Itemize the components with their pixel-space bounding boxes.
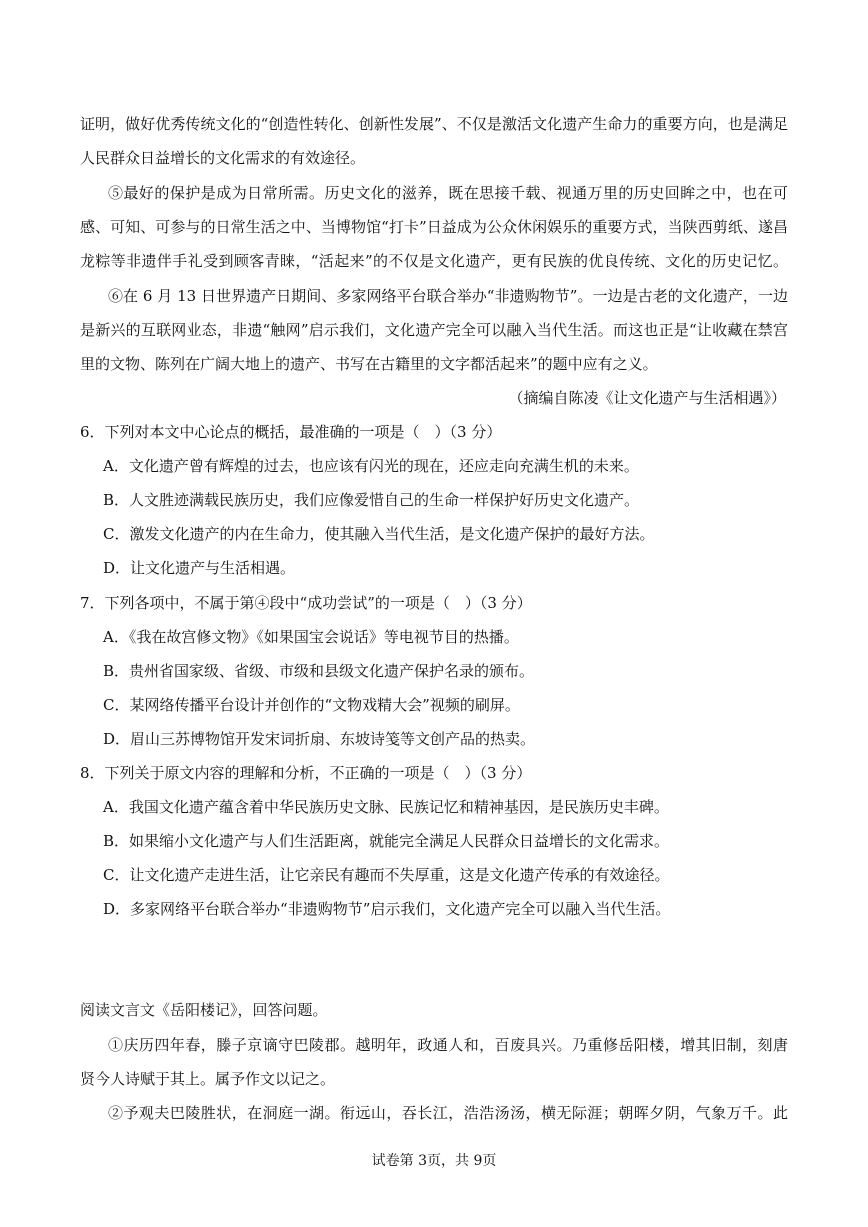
question-8-option-d: D．多家网络平台联合举办“非遗购物节”启示我们，文化遗产完全可以融入当代生活。 — [103, 900, 671, 918]
question-7-option-b: B．贵州省国家级、省级、市级和县级文化遗产保护名录的颁布。 — [103, 662, 535, 680]
question-7-option-a: A．《我在故宫修文物》《如果国宝会说话》等电视节目的热播。 — [103, 628, 519, 646]
passage-line-4: 感、可知、可参与的日常生活之中、当博物馆“打卡”日益成为公众休闲娱乐的重要方式，当陕西剪纸、遂昌 — [80, 218, 788, 236]
passage-line-1: 证明，做好优秀传统文化的“创造性转化、创新性发展”、不仅是激活文化遗产生命力的重要方向，也是满足 — [80, 115, 788, 133]
question-6-stem: 6．下列对本文中心论点的概括，最准确的一项是（ ）（3 分） — [80, 423, 502, 441]
page-footer: 试卷第 3页，共 9页 — [371, 1153, 497, 1169]
passage-line-8: 里的文物、陈列在广阔大地上的遗产、书写在古籍里的文字都活起来”的题中应有之义。 — [80, 355, 658, 373]
question-8-option-c: C．让文化遗产走进生活，让它亲民有趣而不失厚重，这是文化遗产传承的有效途径。 — [103, 866, 670, 884]
question-6-option-c: C．激发文化遗产的内在生命力，使其融入当代生活，是文化遗产保护的最好方法。 — [103, 525, 655, 543]
classical-line-3: ②予观夫巴陵胜状，在洞庭一湖。衔远山，吞长江，浩浩汤汤，横无际涯；朝晖夕阴，气象万千。此 — [108, 1104, 788, 1122]
question-8-option-a: A．我国文化遗产蕴含着中华民族历史文脉、民族记忆和精神基因，是民族历史丰碑。 — [103, 798, 669, 816]
classical-line-2: 贤今人诗赋于其上。属予作文以记之。 — [80, 1070, 336, 1088]
question-7-option-c: C．某网络传播平台设计并创作的“文物戏精大会”视频的刷屏。 — [103, 696, 520, 714]
question-8-stem: 8．下列关于原文内容的理解和分析，不正确的一项是（ ）（3 分） — [80, 764, 532, 782]
question-7-stem: 7．下列各项中，不属于第④段中“成功尝试”的一项是（ ）（3 分） — [80, 594, 532, 612]
question-7-option-d: D．眉山三苏博物馆开发宋词折扇、东坡诗笺等文创产品的热卖。 — [103, 730, 536, 748]
passage-source: （摘编自陈凌《让文化遗产与生活相遇》） — [508, 389, 786, 407]
question-6-option-d: D．让文化遗产与生活相遇。 — [103, 559, 296, 577]
classical-intro: 阅读文言文《岳阳楼记》，回答问题。 — [80, 1001, 328, 1019]
passage-line-5: 龙粽等非遗伴手礼受到顾客青睐，“活起来”的不仅是文化遗产，更有民族的优良传统、文化的历史记忆。 — [80, 252, 788, 270]
passage-line-3: ⑤最好的保护是成为日常所需。历史文化的滋养，既在思接千载、视通万里的历史回眸之中，也在可 — [108, 184, 788, 202]
question-6-option-b: B．人文胜迹满载民族历史，我们应像爱惜自己的生命一样保护好历史文化遗产。 — [103, 491, 640, 509]
passage-line-6: ⑥在 6 月 13 日世界遗产日期间、多家网络平台联合举办“非遗购物节”。一边是古老的文化遗产，一边 — [108, 287, 788, 305]
question-8-option-b: B．如果缩小文化遗产与人们生活距离，就能完全满足人民群众日益增长的文化需求。 — [103, 832, 670, 850]
classical-line-1: ①庆历四年春，滕子京谪守巴陵郡。越明年，政通人和，百废具兴。乃重修岳阳楼，增其旧制，刻唐 — [108, 1036, 788, 1054]
passage-line-7: 是新兴的互联网业态，非遗“触网”启示我们，文化遗产完全可以融入当代生活。而这也正是“让收藏在禁宫 — [80, 321, 788, 339]
passage-line-2: 人民群众日益增长的文化需求的有效途径。 — [80, 149, 366, 167]
question-6-option-a: A．文化遗产曾有辉煌的过去，也应该有闪光的现在，还应走向充满生机的未来。 — [103, 457, 639, 475]
